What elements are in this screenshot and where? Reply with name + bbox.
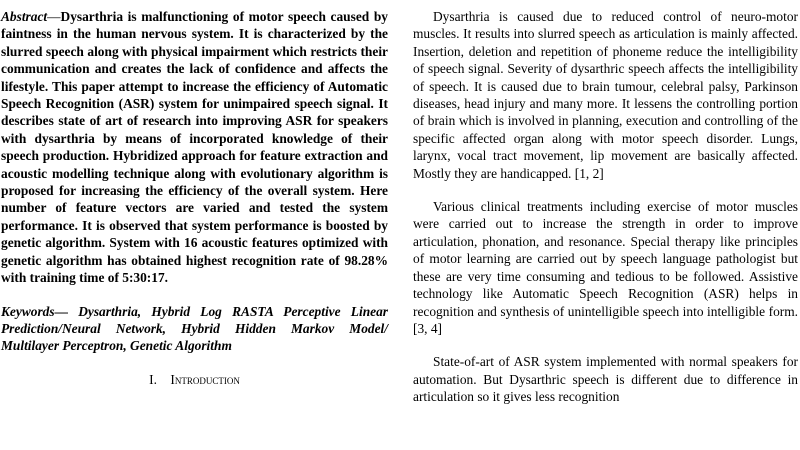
left-column: [1, 8, 388, 388]
right-column: [413, 8, 798, 406]
body-paragraph: Various clinical treatments including exercise of motor muscles were carried out to increase the strength in order to improve articulation, phonation, and resonance. Special therapy like principles of motor learning are carried out by speech language pathologist but these are very time consuming and tedious to be followed. Assistive technology like Automatic Speech Recognition (ASR) helps in recognition and synthesis of unintelligible speech into intelligible form. [3, 4]: [413, 199, 798, 336]
abstract: [1, 8, 388, 287]
body-paragraph: Dysarthria is caused due to reduced control of neuro-motor muscles. It results into slurred speech as articulation is mainly affected. Insertion, deletion and repetition of phoneme reduce the intelligibility of speech signal. Severity of dysarthric speech affects the intelligibility of speech. It is caused due to brain tumour, celebral palsy, Parkinson diseases, head injury and many more. It lessens the controlling portion of brain which is involved in planning, execution and controlling of the specific affected organ along with motor speech disorder. Lungs, larynx, vocal tract movement, lip movement are basically affected. Mostly they are handicapped. [1, 2]: [413, 9, 798, 181]
keywords-text: Dysarthria, Hybrid Log RASTA Perceptive Linear Prediction/Neural Network, Hybrid Hidden Markov Model/ Multilayer Perceptron, Genetic Algorithm: [1, 303, 388, 354]
section-heading: [1, 371, 388, 388]
keywords-label: Keywords—: [1, 303, 68, 319]
abstract-text: Dysarthria is malfunctioning of motor speech caused by faintness in the human nervous system. It is characterized by the slurred speech along with physical impairment which restricts their communication and creates the lack of confidence and affects the lifestyle. This paper attempt to increase the efficiency of Automatic Speech Recognition (ASR) system for unimpaired speech signal. It describes state of art of research into improving ASR for speakers with dysarthria by means of incorporated knowledge of their speech production. Hybridized approach for feature extraction and acoustic modelling technique along with evolutionary algorithm is proposed for increasing the efficiency of the overall system. Here number of feature vectors are varied and tested the system performance. It is observed that system performance is boosted by genetic algorithm. System with 16 acoustic features optimized with genetic algorithm has obtained highest recognition rate of 98.28% with training time of 5:30:17.: [1, 9, 388, 286]
abstract-label: Abstract: [1, 9, 48, 24]
keywords: [1, 303, 388, 355]
body-paragraph: State-of-art of ASR system implemented with normal speakers for automation. But Dysarthric speech is different due to difference in articulation so it gives less recognition: [413, 354, 798, 405]
section-title: Introduction: [170, 371, 240, 387]
abstract-dash: —: [47, 9, 61, 24]
section-number: I.: [149, 371, 157, 387]
